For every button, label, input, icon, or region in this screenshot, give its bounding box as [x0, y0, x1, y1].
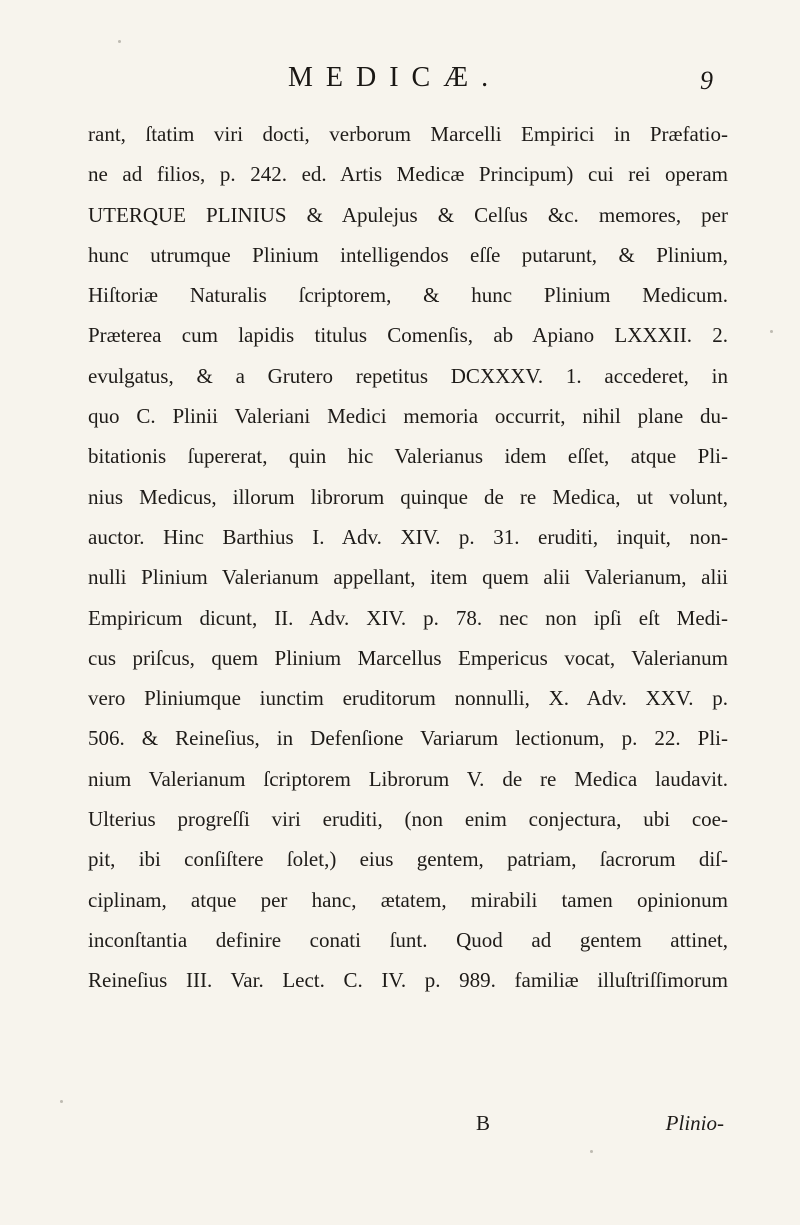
text-line: nius Medicus, illorum librorum quinque de re Medica, ut volunt, — [88, 484, 728, 509]
text-line: vero Pliniumque iunctim eruditorum nonnulli, X. Adv. XXV. p. — [88, 686, 728, 711]
text-line: auctor. Hinc Barthius I. Adv. XIV. p. 31. eruditi, inquit, non- — [88, 524, 728, 549]
body-text — [88, 114, 728, 1001]
text-line: UTERQUE PLINIUS & Apulejus & Celſus &c. memores, per — [88, 202, 728, 227]
text-line: nulli Plinium Valerianum appellant, item quem alii Valerianum, alii — [88, 565, 728, 590]
paper-speck — [590, 1150, 593, 1153]
catchword: Plinio- — [665, 1111, 724, 1135]
running-title: MEDICÆ. — [288, 62, 502, 93]
text-line: Hiſtoriæ Naturalis ſcriptorem, & hunc Plinium Medicum. — [88, 283, 728, 308]
text-line: rant, ſtatim viri docti, verborum Marcelli Empirici in Præfatio- — [88, 122, 728, 146]
text-line: bitationis ſupererat, quin hic Valerianus idem eſſet, atque Pli- — [88, 444, 728, 469]
text-line: Ulterius progreſſi viri eruditi, (non enim conjectura, ubi coe- — [88, 807, 728, 832]
text-line: nium Valerianum ſcriptorem Librorum V. de re Medica laudavit. — [88, 766, 728, 791]
text-line: Reineſius III. Var. Lect. C. IV. p. 989. familiæ illuſtriſſimorum — [88, 968, 728, 993]
text-line: inconſtantia definire conati ſunt. Quod ad gentem attinet, — [88, 927, 728, 952]
text-line: evulgatus, & a Grutero repetitus DCXXXV. 1. accederet, in — [88, 363, 728, 388]
text-line: Empiricum dicunt, II. Adv. XIV. p. 78. nec non ipſi eſt Medi- — [88, 605, 728, 630]
text-line: ne ad filios, p. 242. ed. Artis Medicæ Principum) cui rei operam — [88, 162, 728, 187]
text-line: Præterea cum lapidis titulus Comenſis, ab Apiano LXXXII. 2. — [88, 323, 728, 348]
paper-speck — [118, 40, 121, 43]
paper-speck — [770, 330, 773, 333]
text-line: hunc utrumque Plinium intelligendos eſſe putarunt, & Plinium, — [88, 242, 728, 267]
page-number: 9 — [700, 66, 713, 95]
paper-speck — [60, 1100, 63, 1103]
running-head — [0, 62, 800, 102]
text-line: quo C. Plinii Valeriani Medici memoria occurrit, nihil plane du- — [88, 404, 728, 429]
text-line: pit, ibi conſiſtere ſolet,) eius gentem, patriam, ſacrorum diſ- — [88, 847, 728, 872]
text-line: cus priſcus, quem Plinium Marcellus Empericus vocat, Valerianum — [88, 645, 728, 670]
text-line: ciplinam, atque per hanc, ætatem, mirabili tamen opinionum — [88, 887, 728, 912]
signature-mark: B — [476, 1111, 491, 1135]
text-line: 506. & Reineſius, in Defenſione Variarum lectionum, p. 22. Pli- — [88, 726, 728, 751]
page-footer — [88, 1111, 728, 1143]
